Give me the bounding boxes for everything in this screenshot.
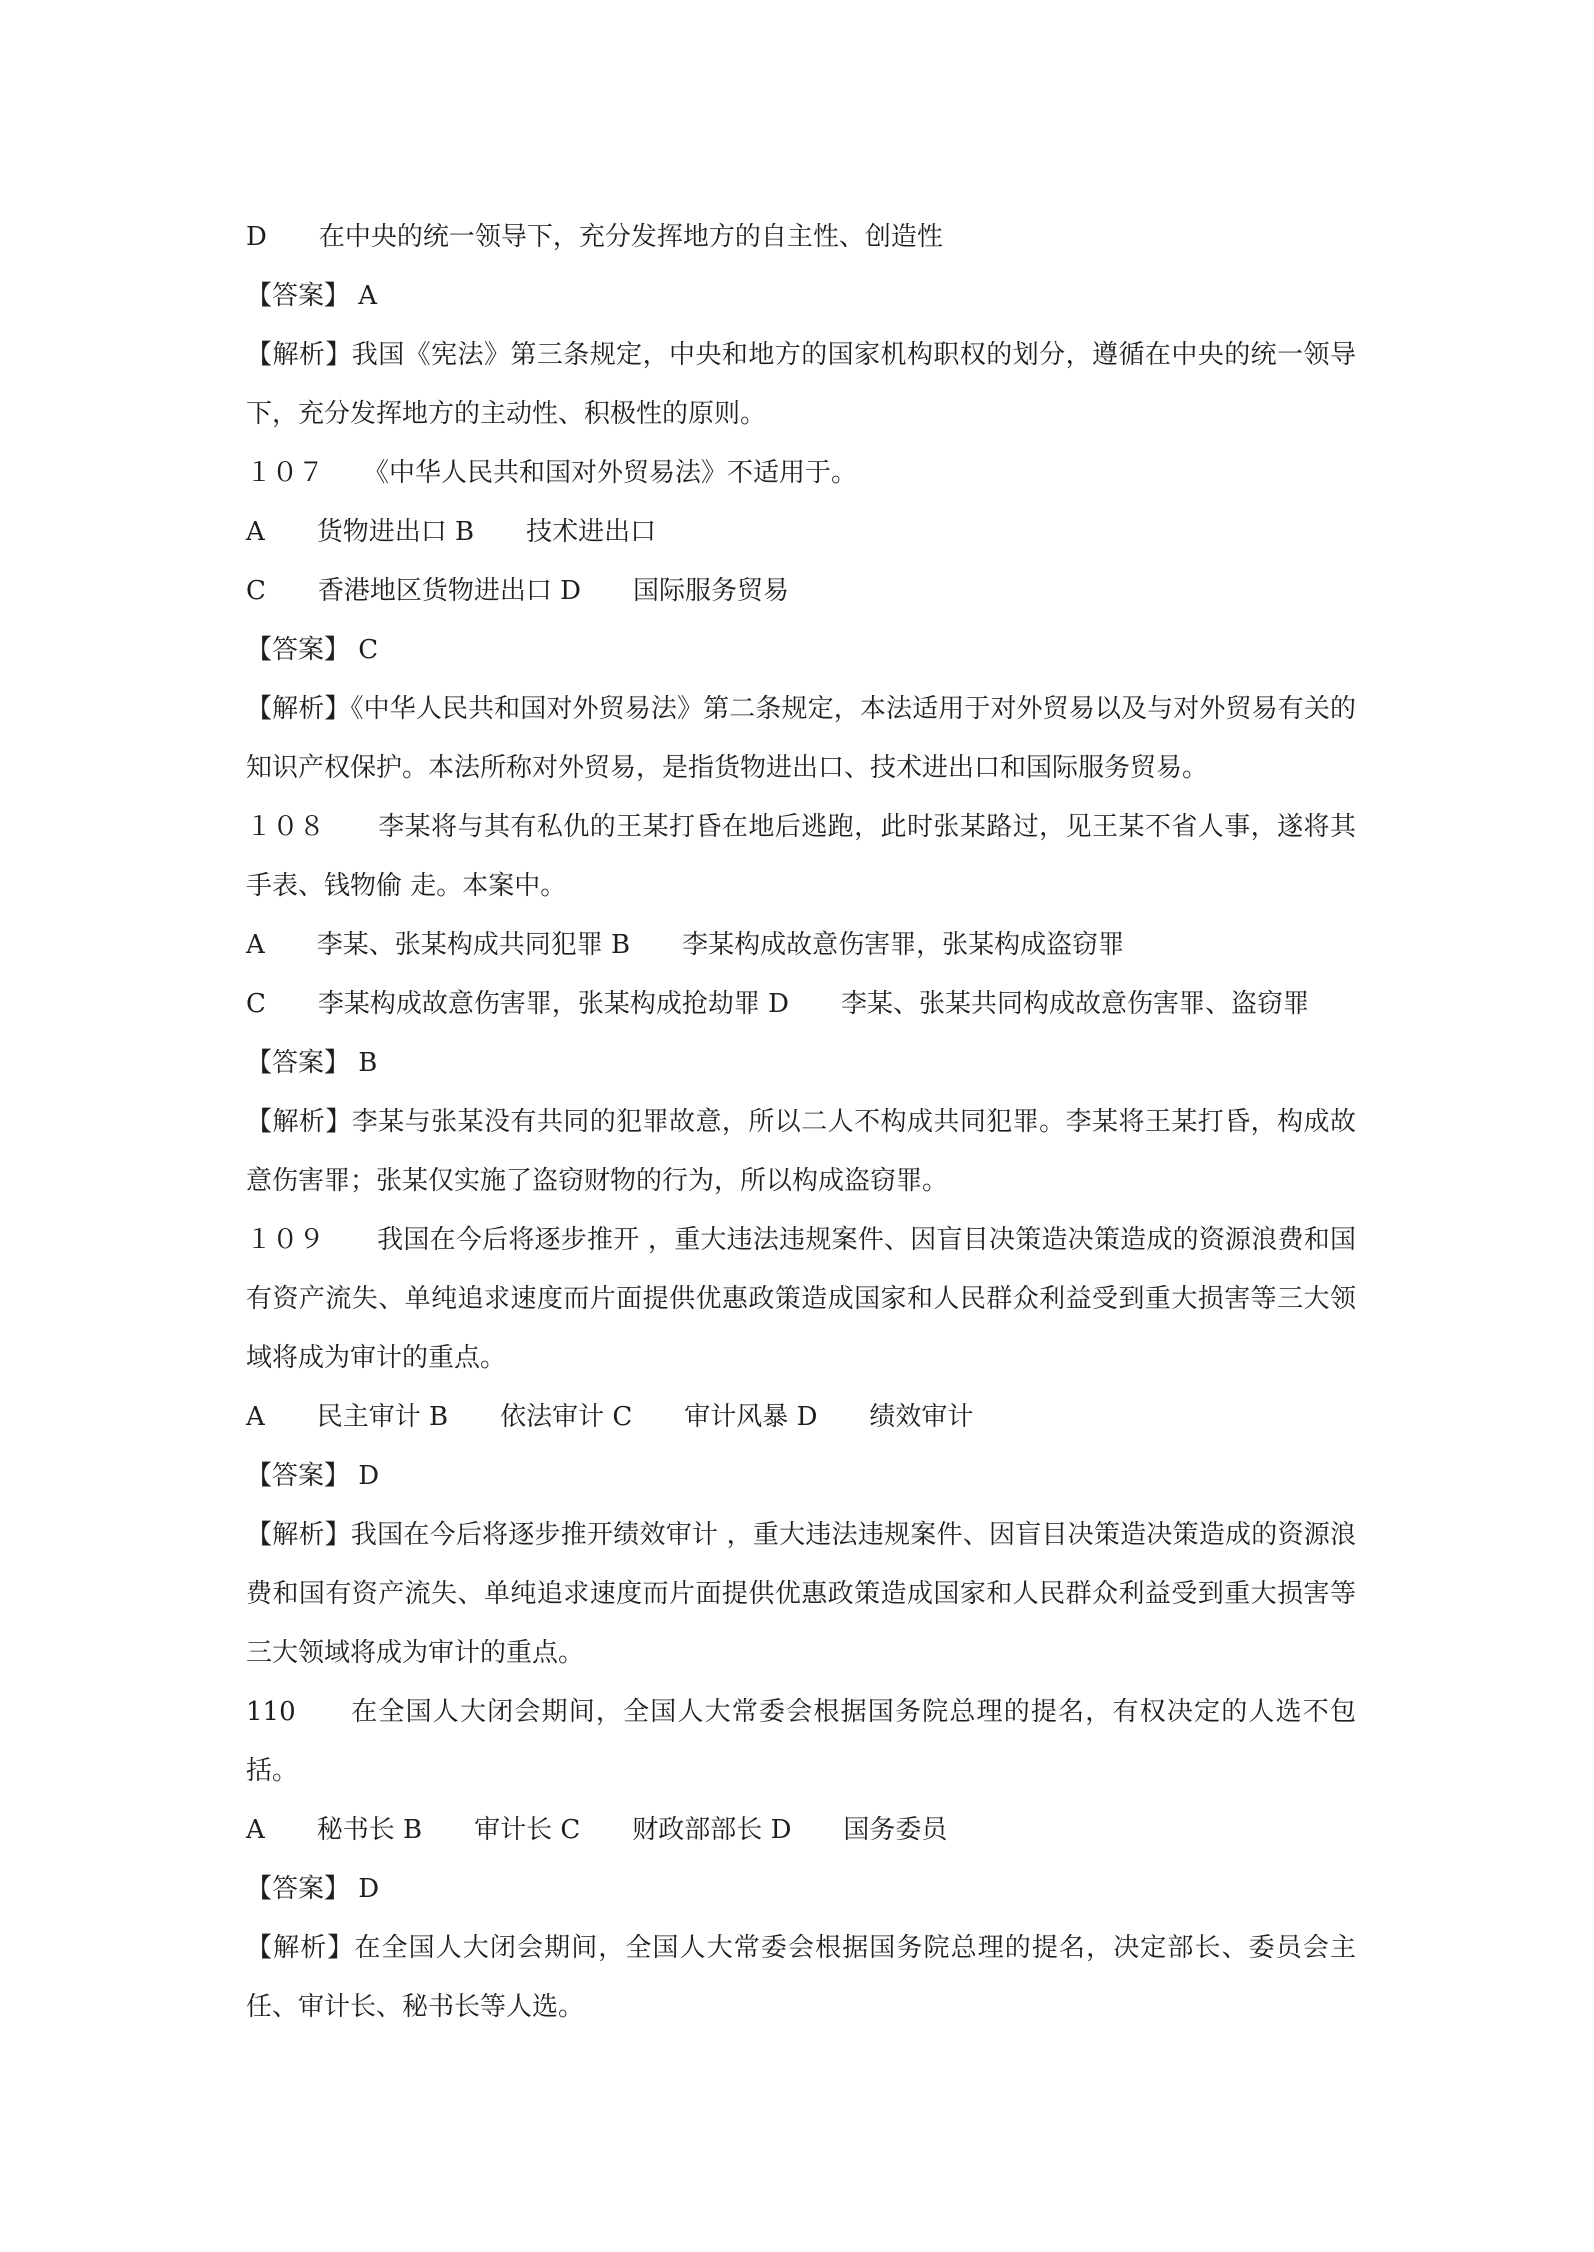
explanation-q108: 【解析】李某与张某没有共同的犯罪故意，所以二人不构成共同犯罪。李某将王某打昏，构成故意伤害罪；张某仅实施了盗窃财物的行为，所以构成盗窃罪。: [246, 1107, 1356, 1196]
explanation-q109: 【解析】我国在今后将逐步推开绩效审计 ，重大违法违规案件、因盲目决策造决策造成的资源浪费和国有资产流失、单纯追求速度而片面提供优惠政策造成国家和人民群众利益受到重大损害等三大领域将成为审计的重点。: [246, 1520, 1356, 1668]
answer-line-q106: 【答案】 A: [246, 281, 378, 311]
explanation-q110: 【解析】在全国人大闭会期间，全国人大常委会根据国务院总理的提名，决定部长、委员会主任、审计长、秘书长等人选。: [246, 1933, 1356, 2022]
answer-line-q110: 【答案】 D: [246, 1874, 380, 1904]
answer-line-q107: 【答案】 C: [246, 635, 379, 665]
options-q108-cd: C 李某构成故意伤害罪，张某构成抢劫罪 D 李某、张某共同构成故意伤害罪、盗窃罪: [246, 989, 1310, 1019]
answer-line-q108: 【答案】 B: [246, 1048, 378, 1078]
explanation-q106: 【解析】我国《宪法》第三条规定，中央和地方的国家机构职权的划分，遵循在中央的统一领导下，充分发挥地方的主动性、积极性的原则。: [246, 340, 1356, 429]
options-q110: A 秘书长 B 审计长 C 财政部部长 D 国务委员: [246, 1815, 948, 1845]
explanation-q107: 【解析】《中华人民共和国对外贸易法》第二条规定，本法适用于对外贸易以及与对外贸易有关的知识产权保护。本法所称对外贸易，是指货物进出口、技术进出口和国际服务贸易。: [246, 694, 1356, 783]
question-110: 110 在全国人大闭会期间，全国人大常委会根据国务院总理的提名，有权决定的人选不包括。: [246, 1697, 1356, 1786]
options-q107-ab: A 货物进出口 B 技术进出口: [246, 517, 657, 547]
question-108: １０８ 李某将与其有私仇的王某打昏在地后逃跑，此时张某路过，见王某不省人事，遂将其手表、钱物偷 走。本案中。: [246, 812, 1356, 901]
options-q107-cd: C 香港地区货物进出口 D 国际服务贸易: [246, 576, 790, 606]
answer-line-q109: 【答案】 D: [246, 1461, 380, 1491]
page-content: [246, 208, 1356, 2037]
options-q109: A 民主审计 B 依法审计 C 审计风暴 D 绩效审计: [246, 1402, 974, 1432]
option-line-q106-d: D 在中央的统一领导下，充分发挥地方的自主性、创造性: [246, 222, 943, 252]
question-109: １０９ 我国在今后将逐步推开 ，重大违法违规案件、因盲目决策造决策造成的资源浪费和国有资产流失、单纯追求速度而片面提供优惠政策造成国家和人民群众利益受到重大损害等三大领域将成为审计的重点。: [246, 1225, 1356, 1373]
question-107: １０７ 《中华人民共和国对外贸易法》不适用于。: [246, 458, 858, 488]
options-q108-ab: A 李某、张某构成共同犯罪 B 李某构成故意伤害罪，张某构成盗窃罪: [246, 930, 1125, 960]
